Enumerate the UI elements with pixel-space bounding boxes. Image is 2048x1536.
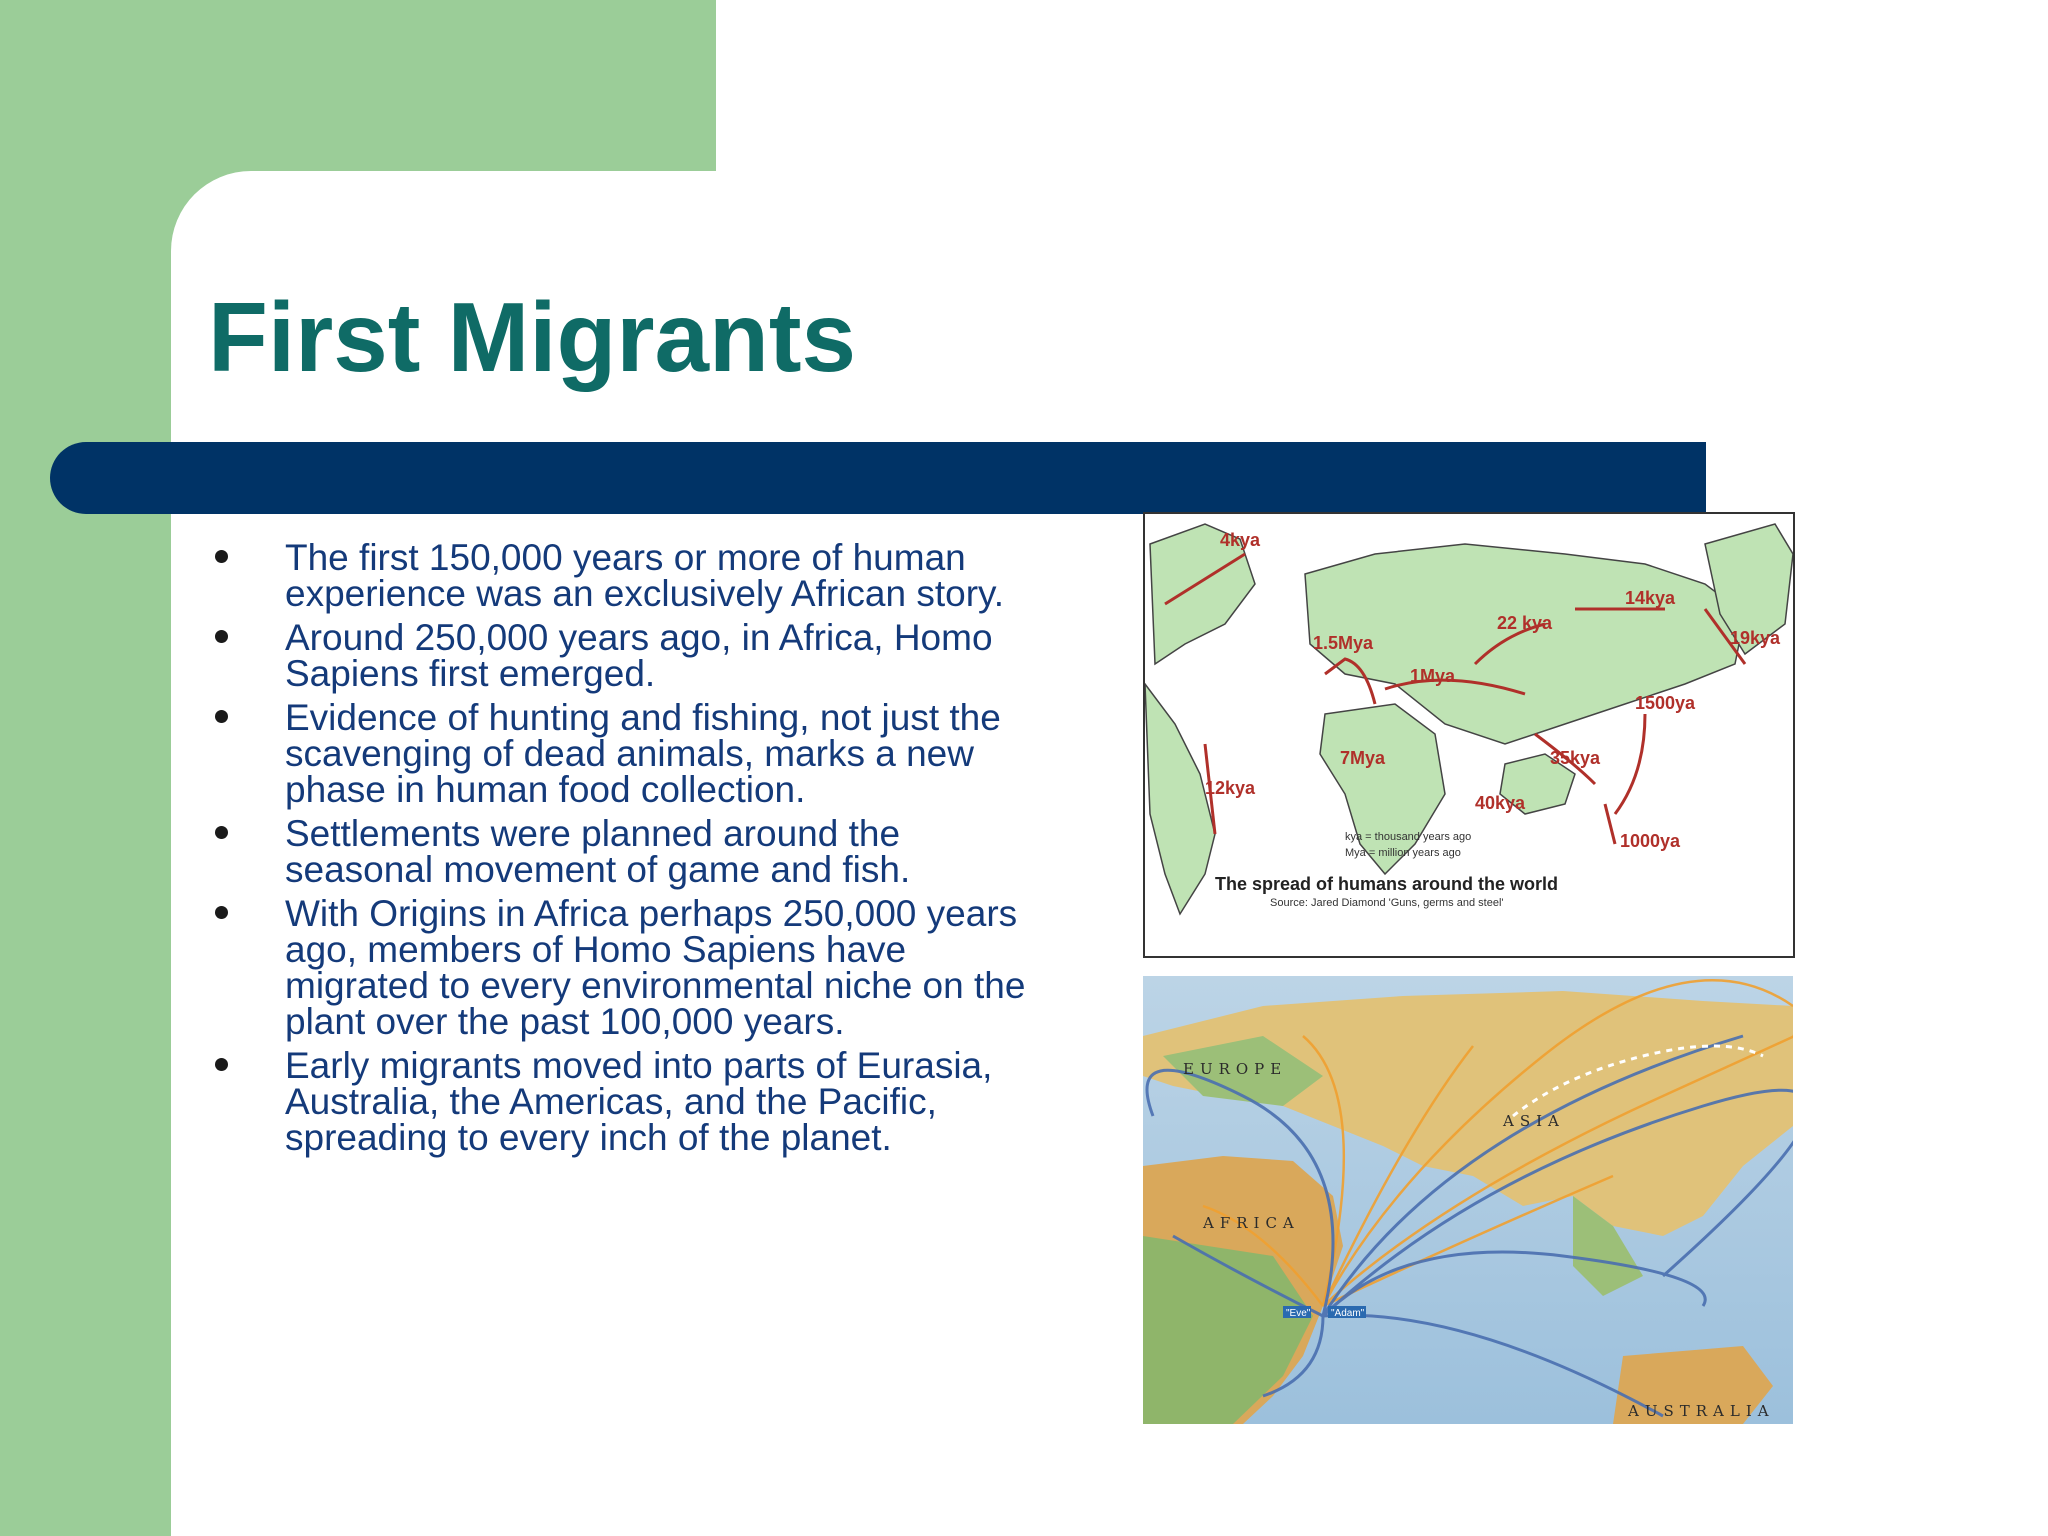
map-caption: The spread of humans around the world: [1215, 874, 1559, 894]
bullet-text: Evidence of hunting and fishing, not just the scavenging of dead animals, marks a new phase in human food collection.: [285, 697, 1001, 810]
bullet-text: The first 150,000 years or more of human experience was an exclusively African story.: [285, 537, 1005, 614]
bullet-item: [205, 893, 1035, 1042]
map-label: 1500ya: [1635, 693, 1696, 713]
bullet-dot-icon: [215, 1058, 228, 1071]
title-divider-bar: [50, 442, 1706, 514]
map-label: 35kya: [1550, 748, 1601, 768]
map-label: 1Mya: [1410, 666, 1456, 686]
map-source: Source: Jared Diamond 'Guns, germs and steel': [1270, 897, 1504, 909]
region-label-africa: AFRICA: [1203, 1214, 1300, 1232]
bullet-text: Around 250,000 years ago, in Africa, Homo Sapiens first emerged.: [285, 617, 993, 694]
bullet-item: [205, 697, 1035, 810]
migration-routes-map: [1143, 976, 1793, 1424]
bullet-dot-icon: [215, 710, 228, 723]
bullet-item: [205, 537, 1035, 614]
bullet-text: Settlements were planned around the seasonal movement of game and fish.: [285, 813, 911, 890]
slide-title: First Migrants: [208, 282, 856, 392]
map-label: 4kya: [1220, 530, 1261, 550]
bullet-item: [205, 617, 1035, 694]
adam-tag: "Adam": [1331, 1308, 1365, 1319]
bullet-dot-icon: [215, 630, 228, 643]
map-label: 1.5Mya: [1313, 633, 1374, 653]
legend-mya: Mya = million years ago: [1345, 847, 1461, 859]
human-spread-map: [1143, 512, 1795, 958]
bullet-dot-icon: [215, 906, 228, 919]
map-label: 7Mya: [1340, 748, 1386, 768]
region-label-australia: AUSTRALIA: [1628, 1402, 1775, 1420]
map-label: 40kya: [1475, 793, 1526, 813]
map-label: 14kya: [1625, 588, 1676, 608]
region-label-europe: EUROPE: [1183, 1060, 1288, 1078]
bullet-item: [205, 813, 1035, 890]
bullet-list: [205, 537, 1035, 1164]
map-label: 12kya: [1205, 778, 1256, 798]
legend-kya: kya = thousand years ago: [1345, 831, 1472, 843]
map-label: 1000ya: [1620, 831, 1681, 851]
region-label-asia: ASIA: [1503, 1112, 1565, 1130]
bullet-text: With Origins in Africa perhaps 250,000 years ago, members of Homo Sapiens have migrated to every environmental niche on the plant over the past 100,000 years.: [285, 893, 1026, 1042]
map-label: 19kya: [1730, 628, 1781, 648]
eve-tag: "Eve": [1286, 1308, 1311, 1319]
bullet-dot-icon: [215, 826, 228, 839]
map-label: 22 kya: [1497, 613, 1553, 633]
bullet-dot-icon: [215, 550, 228, 563]
bullet-text: Early migrants moved into parts of Eurasia, Australia, the Americas, and the Pacific, spreading to every inch of the planet.: [285, 1045, 993, 1158]
bullet-item: [205, 1045, 1035, 1158]
